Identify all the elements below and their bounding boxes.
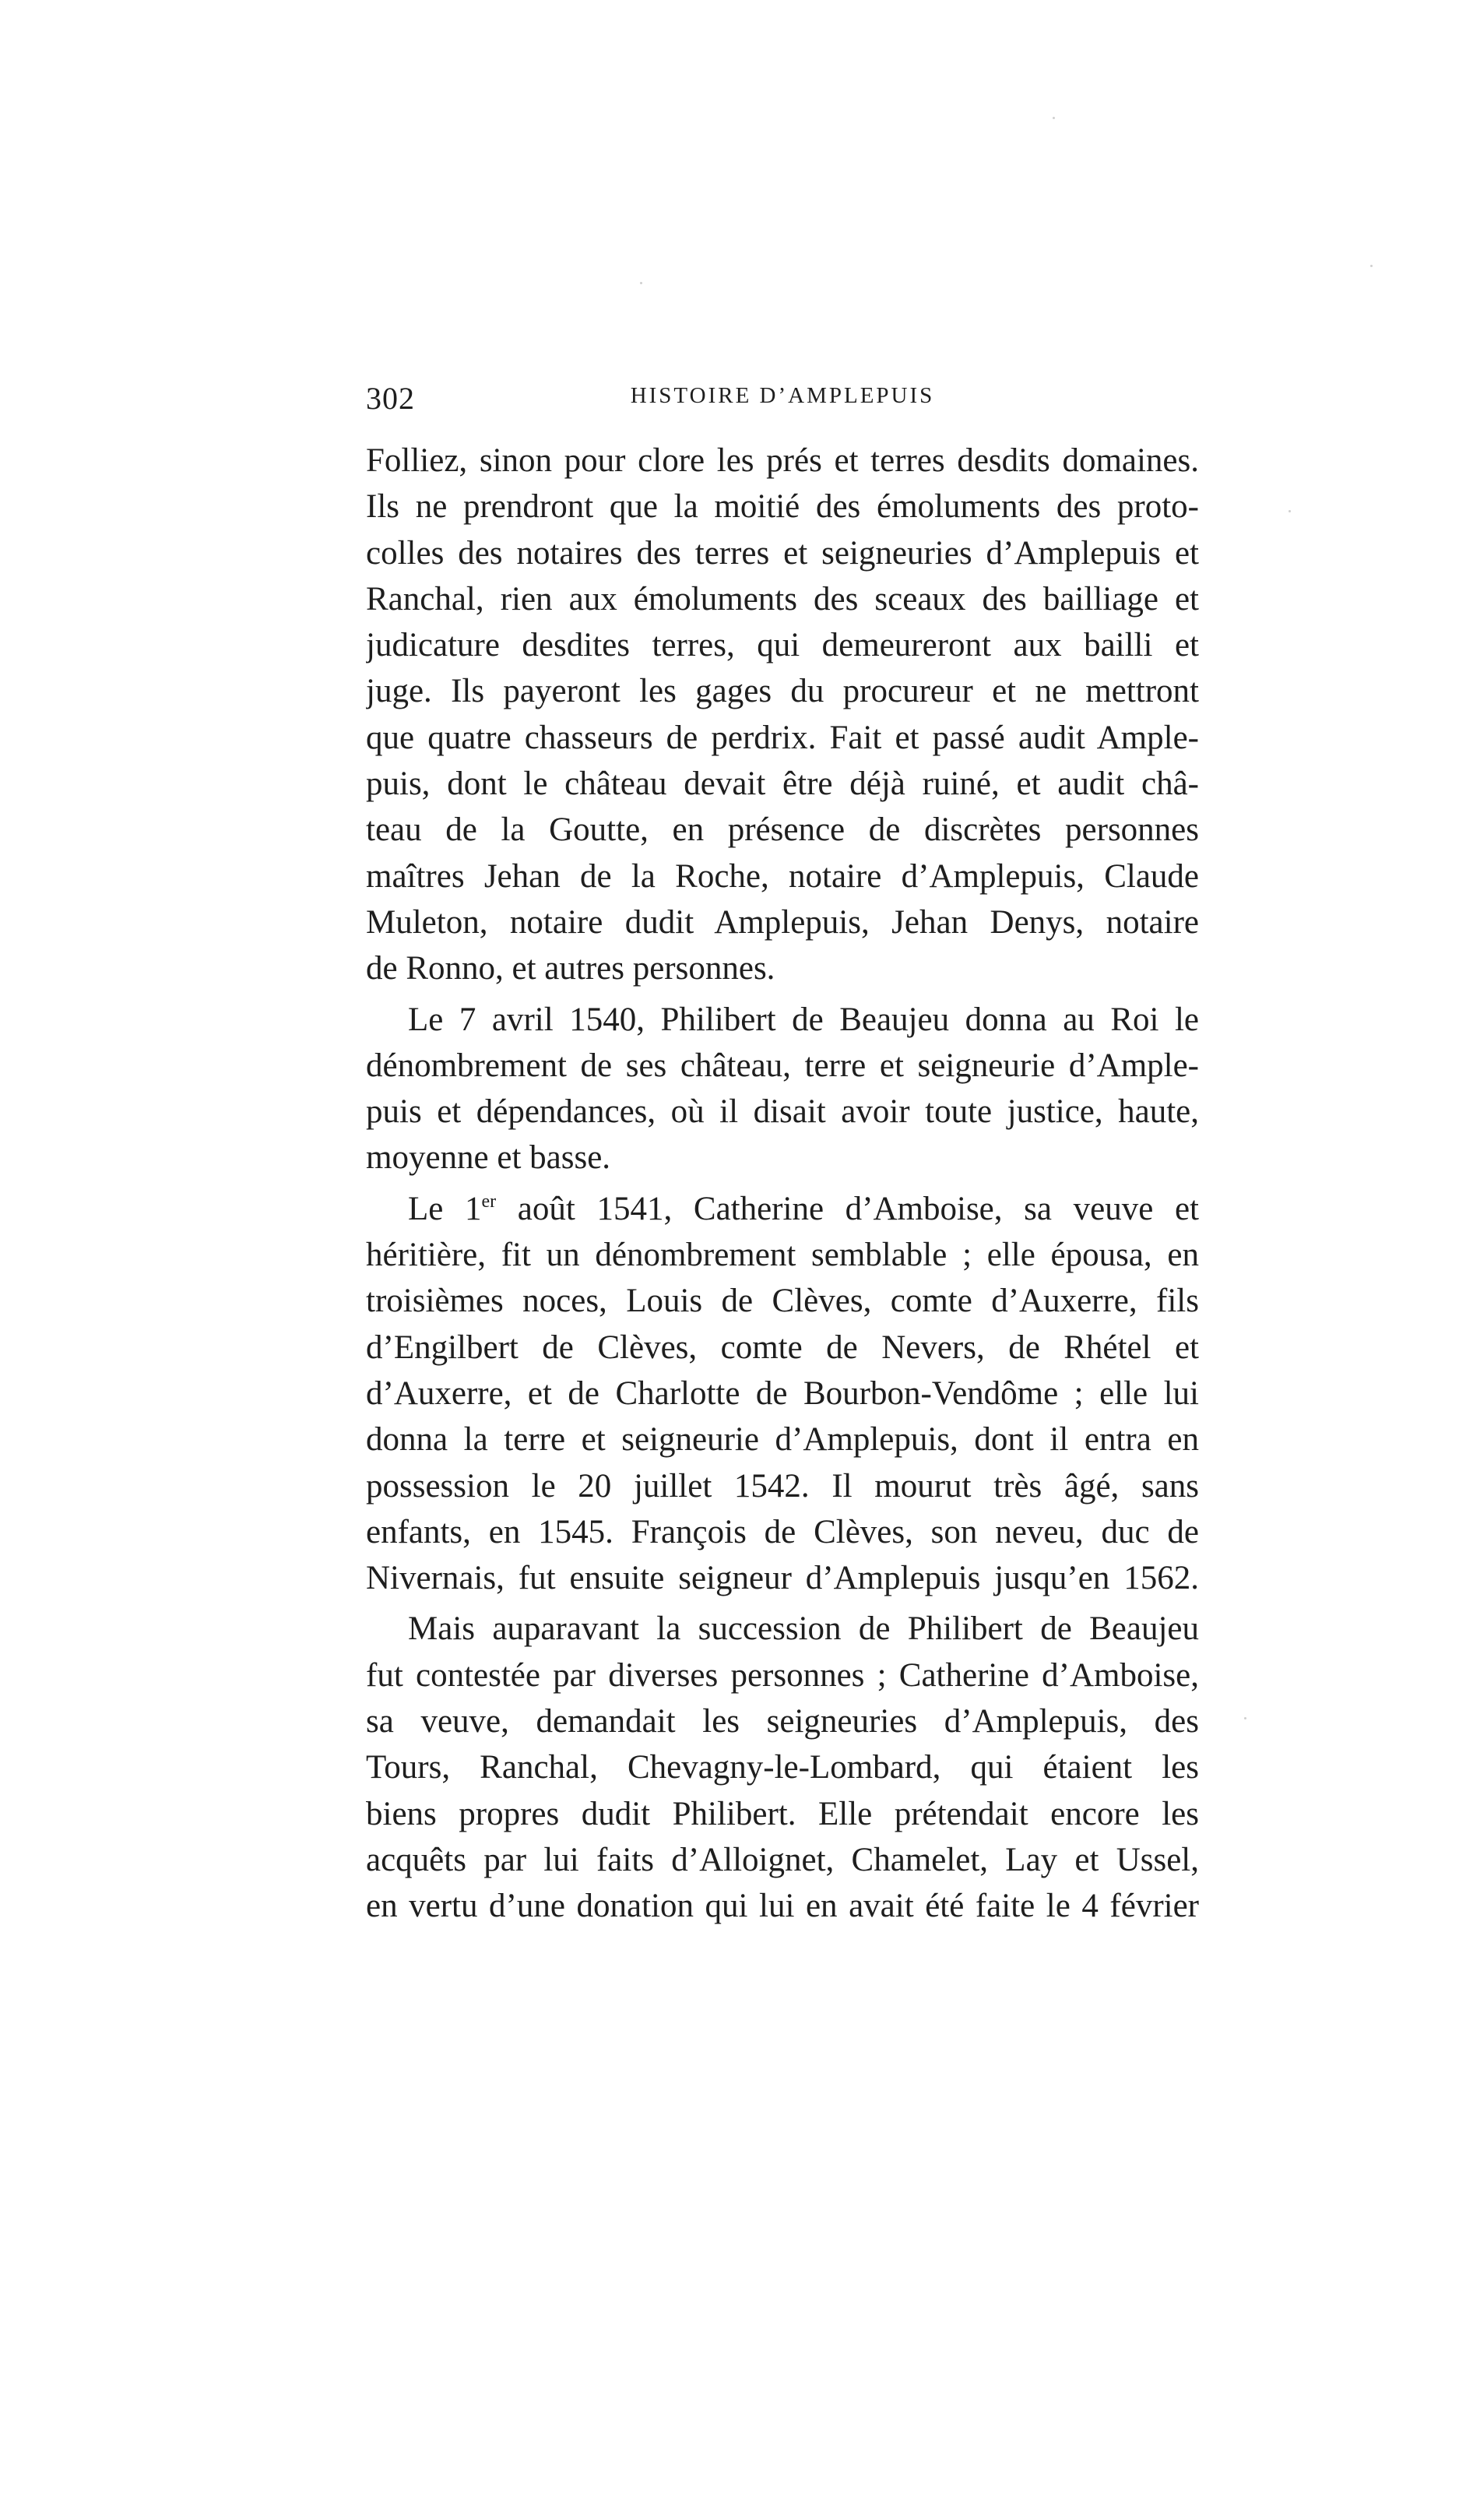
running-head <box>366 380 1199 419</box>
text-line: Muleton, notaire dudit Amplepuis, Jehan Denys, notaire <box>366 903 1199 941</box>
text-line: moyenne et basse. <box>366 1139 611 1177</box>
text-line: Nivernais, fut ensuite seigneur d’Amplepuis jusqu’en 1562. <box>366 1560 1199 1597</box>
text-line: d’Auxerre, et de Charlotte de Bourbon-Vendôme ; elle lui <box>366 1374 1199 1412</box>
paragraph-1 <box>366 438 1199 992</box>
paper-speck <box>1370 265 1373 267</box>
text-line: possession le 20 juillet 1542. Il mourut très âgé, sans <box>366 1467 1199 1505</box>
page-number: 302 <box>366 381 415 416</box>
paper-speck <box>640 282 642 284</box>
running-title: HISTOIRE D’AMPLEPUIS <box>630 383 935 408</box>
paragraph-3 <box>366 1186 1199 1602</box>
text-line: enfants, en 1545. François de Clèves, son neveu, duc de <box>366 1513 1199 1550</box>
text-line: puis, dont le château devait être déjà ruiné, et audit châ- <box>366 766 1199 803</box>
text-line: dénombrement de ses château, terre et seigneurie d’Ample- <box>366 1047 1199 1084</box>
text-line: Tours, Ranchal, Chevagny-le-Lombard, qui étaient les <box>366 1749 1199 1786</box>
text-line: juge. Ils payeront les gages du procureur et ne mettront <box>366 673 1199 710</box>
text-line: héritière, fit un dénombrement semblable ; elle épousa, en <box>366 1237 1199 1274</box>
text-line: donna la terre et seigneurie d’Amplepuis, dont il entra en <box>366 1421 1199 1459</box>
text-line: que quatre chasseurs de perdrix. Fait et passé audit Ample- <box>366 719 1199 756</box>
text-line: Folliez, sinon pour clore les prés et terres desdits domaines. <box>366 442 1199 479</box>
text-line: Mais auparavant la succession de Philibert de Beaujeu <box>408 1610 1199 1648</box>
text-line: fut contestée par diverses personnes ; Catherine d’Amboise, <box>366 1656 1199 1694</box>
line-start: Le 1 <box>408 1190 482 1227</box>
text-line: colles des notaires des terres et seigneuries d’Amplepuis et <box>366 534 1199 572</box>
paper-speck <box>1244 1717 1246 1719</box>
text-line: troisièmes noces, Louis de Clèves, comte d’Auxerre, fils <box>366 1283 1199 1320</box>
text-line: teau de la Goutte, en présence de discrètes personnes <box>366 811 1199 849</box>
text-line-with-ordinal <box>366 1186 1199 1232</box>
text-line: biens propres dudit Philibert. Elle prétendait encore les <box>366 1795 1199 1832</box>
paper-speck <box>1053 117 1055 119</box>
text-line: judicature desdites terres, qui demeureront aux bailli et <box>366 627 1199 664</box>
ordinal-superscript: er <box>481 1191 497 1212</box>
text-line: de Ronno, et autres personnes. <box>366 950 775 987</box>
text-line: Ranchal, rien aux émoluments des sceaux des bailliage et <box>366 580 1199 618</box>
body-text <box>366 438 1199 1930</box>
text-line: sa veuve, demandait les seigneuries d’Amplepuis, des <box>366 1703 1199 1740</box>
line-rest: août 1541, Catherine d’Amboise, sa veuve et <box>496 1190 1199 1227</box>
text-line: acquêts par lui faits d’Alloignet, Chamelet, Lay et Ussel, <box>366 1841 1199 1878</box>
text-line: en vertu d’une donation qui lui en avait été faite le 4 février <box>366 1888 1199 1925</box>
text-line: d’Engilbert de Clèves, comte de Nevers, de Rhétel et <box>366 1329 1199 1366</box>
paragraph-2 <box>366 997 1199 1181</box>
text-line: Ils ne prendront que la moitié des émoluments des proto- <box>366 488 1199 526</box>
paper-speck <box>1288 510 1291 512</box>
text-line: puis et dépendances, où il disait avoir toute justice, haute, <box>366 1093 1199 1131</box>
text-line: maîtres Jehan de la Roche, notaire d’Amplepuis, Claude <box>366 857 1199 895</box>
text-line: Le 7 avril 1540, Philibert de Beaujeu donna au Roi le <box>408 1001 1199 1038</box>
paragraph-4 <box>366 1606 1199 1929</box>
